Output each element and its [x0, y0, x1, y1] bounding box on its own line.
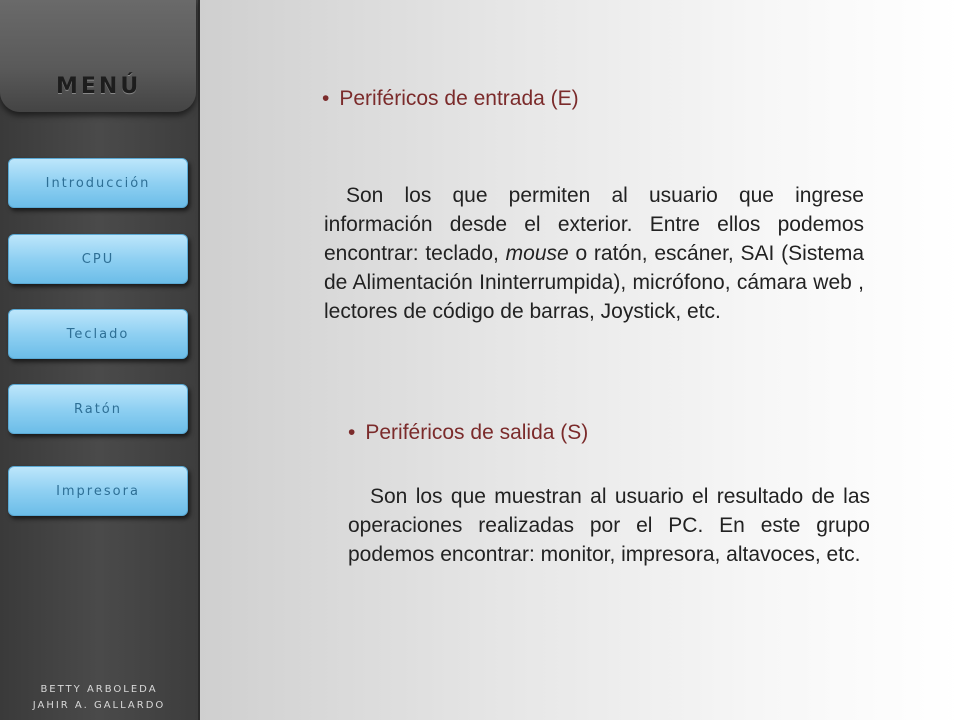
- bullet: •: [322, 87, 330, 110]
- nav-button-label: CPU: [81, 251, 115, 267]
- nav-button-label: Introducción: [45, 175, 151, 191]
- paragraph-text: o ratón, escáner, SAI (Sistema de Alimentación Ininterrumpida), micrófono, cámara web , lectores de código de barras, Joystick, etc.: [324, 242, 865, 323]
- section-heading-salida: [348, 421, 588, 445]
- section-heading-entrada: [322, 87, 579, 111]
- heading-text: Periféricos de salida (S): [365, 421, 589, 444]
- nav-button-label: Impresora: [56, 483, 140, 499]
- nav-button-impresora[interactable]: [8, 466, 188, 516]
- nav-button-introduccion[interactable]: [8, 158, 188, 208]
- nav-button-raton[interactable]: [8, 384, 188, 434]
- paragraph-text: Son los que permiten al usuario que ingrese información desde el exterior. Entre ellos podemos encontrar: teclado,: [324, 184, 864, 265]
- paragraph-text: Son los que muestran al usuario el resultado de las operaciones realizadas por el PC. En este grupo podemos encontrar: monitor, impresora, altavoces, etc.: [348, 485, 870, 566]
- nav-button-label: Ratón: [73, 401, 122, 417]
- credits: [0, 682, 198, 714]
- nav-button-cpu[interactable]: [8, 234, 188, 284]
- paragraph-italic-text: mouse: [505, 242, 569, 265]
- nav-button-label: Teclado: [66, 326, 130, 342]
- menu-header: [0, 0, 196, 112]
- credit-line: JAHIR A. GALLARDO: [32, 700, 166, 711]
- bullet: •: [348, 421, 356, 444]
- content-area: [200, 0, 960, 720]
- section-paragraph-salida: [348, 482, 870, 569]
- section-paragraph-entrada: [324, 181, 864, 326]
- credit-line: BETTY ARBOLEDA: [40, 684, 158, 695]
- nav-button-teclado[interactable]: [8, 309, 188, 359]
- sidebar: [0, 0, 200, 720]
- menu-title: MENÚ: [56, 74, 142, 99]
- heading-text: Periféricos de entrada (E): [339, 87, 579, 110]
